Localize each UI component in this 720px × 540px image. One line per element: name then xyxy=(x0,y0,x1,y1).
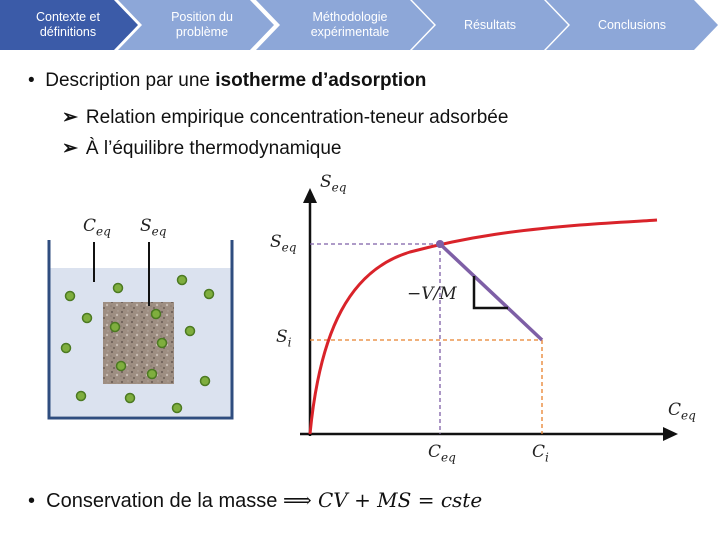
bullet-dot: • xyxy=(28,490,36,512)
beaker-ceq-label: $C_{eq}$ xyxy=(83,216,111,239)
arrow-bullet-icon: ➢ xyxy=(62,107,78,128)
molecule xyxy=(201,377,210,386)
slope-label: −V/M xyxy=(407,284,457,304)
bullet-conservation-text: Conservation de la masse xyxy=(46,490,283,512)
x-axis-label: $C_{eq}$ xyxy=(668,400,696,423)
x-axis-arrowhead xyxy=(663,427,678,441)
isotherm-graph xyxy=(300,188,678,441)
equilibrium-point xyxy=(436,240,444,248)
molecule xyxy=(117,362,126,371)
ceq-tick-label: $C_{eq}$ xyxy=(428,442,456,465)
beaker xyxy=(49,240,232,418)
nav-step-resultats[interactable]: Résultats xyxy=(463,17,517,32)
molecule xyxy=(111,323,120,332)
sub-bullet-relation-text: Relation empirique concentration-teneur adsorbée xyxy=(85,107,509,128)
bullet-isotherme-bold: isotherme d’adsorption xyxy=(215,70,427,91)
molecule xyxy=(178,276,187,285)
beaker-seq-label: $S_{eq}$ xyxy=(140,216,167,239)
molecule xyxy=(186,327,195,336)
si-tick-label: $S_i$ xyxy=(276,327,292,350)
molecule xyxy=(152,310,161,319)
sub-bullet-equilibre-text: À l’équilibre thermodynamique xyxy=(85,138,342,159)
molecule xyxy=(77,392,86,401)
bullet-dot: • xyxy=(28,70,35,91)
molecule xyxy=(83,314,92,323)
mass-balance-equation: ⟹ CV + MS = cste xyxy=(282,488,483,512)
molecule xyxy=(158,339,167,348)
nav-step-position[interactable]: Position du problème xyxy=(171,10,233,39)
nav-step-conclusions[interactable]: Conclusions xyxy=(597,17,667,32)
bullet-isotherme-text: Description par une xyxy=(45,70,216,91)
y-axis-label: $S_{eq}$ xyxy=(320,172,347,195)
y-axis-arrowhead xyxy=(303,188,317,203)
molecule xyxy=(173,404,182,413)
ci-tick-label: $C_i$ xyxy=(532,442,549,465)
nav-step-contexte[interactable]: Contexte et définitions xyxy=(36,10,100,39)
arrow-bullet-icon: ➢ xyxy=(62,138,78,159)
molecule xyxy=(114,284,123,293)
molecule xyxy=(62,344,71,353)
nav-step-methodologie[interactable]: Méthodologie expérimentale xyxy=(310,10,390,39)
molecule xyxy=(205,290,214,299)
isotherm-curve xyxy=(310,220,657,434)
molecule xyxy=(148,370,157,379)
molecule xyxy=(126,394,135,403)
bullet-conservation xyxy=(28,488,482,513)
molecule xyxy=(66,292,75,301)
seq-tick-label: $S_{eq}$ xyxy=(270,232,297,255)
